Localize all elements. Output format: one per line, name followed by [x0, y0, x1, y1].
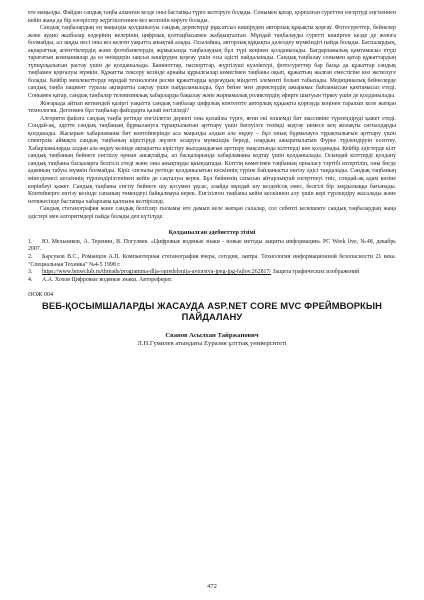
author-name: Сванов Асылхан Тайржанович: [165, 331, 259, 339]
author-affiliation: Л.Н.Гумилев атындағы Еуразия ұлттық университеті: [137, 340, 287, 348]
page-content: [28, 10, 396, 348]
reference-item: [28, 239, 396, 254]
body-paragraph: Сандық таңбалардың ең маңызды қолданылуы сандық деректерді рұқсатсыз көшіруден авторлық құқықты қорғау. Фотосуреттер, бейнелер және аудио жазбалар өздерінің иелерінің цифрлық қолтаңбасымен жабдықталған. Мұндай таңбалауды суретті көшірген кезде де жоюға болмайды, ал заңды иесі оны кез келген уақытта анықтай алады. Осылайша, авторлық құқықты дәлелдеу мүмкіндігі пайда болады. Баспалардың, ақпараттық агенттіктердің және фотобанктердің жұмысында таңбалаудың бұл түрі кеңінен қолданылады. Бағдарламалық қамтамасыз етуді тарататын компаниялар да өз өнімдерін заңсыз көшіруден қорғау үшін осы әдісті пайдаланады. Сандық таңбалау сонымен қатар құжаттардың түпнұсқалығын растау үшін де қолданылады. Банкноттар, паспорттар, жүргізуші куәліктері, фотосуреттер бар басқа да құжаттар сандық таңбамен қорғалуы мүмкін. Құжатты тексеру кезінде арнайы құрылғылар көмегімен таңбаны оқып, құжаттың жалған еместігіне көз жеткізуге болады. Кейбір мемлекеттерде мұндай технология ресми құжаттарды қорғаудың міндетті элементі болып табылады. Медициналық бейнелерде сандық таңба пациент туралы ақпаратты сақтау үшін пайдаланылады, бұл бейне мен деректердің ажырамас байланысын қамтамасыз етеді. Сонымен қатар, сандық таңбалар телевизиялық хабарларды бақылау және жарнамалық роликтердің эфирге шығуын тіркеу үшін де қолданылады.: [28, 25, 396, 100]
reference-number: 3.: [28, 269, 33, 276]
reference-text: Барсуков В.С., Романцов А.П. Компьютерная стеганография вчера, сегодня, завтра. Технологии информационной безопасности 21 века. "Специальная Техника" №4-5 1998 г.: [28, 253, 396, 268]
reference-number: 2.: [28, 253, 33, 260]
references-heading: Қолданылған әдебиеттер тізімі: [168, 229, 256, 237]
reference-number: 1.: [28, 238, 33, 245]
article-title-line-1: ВЕБ-ҚОСЫМШАЛАРДЫ ЖАСАУДА ASP.NET CORE MVC ФРЕЙМВОРКЫН: [41, 299, 383, 311]
reference-text: Ю. Мельников, А. Теренин, В. Погуляев. «Цифровые водяные знаки - новые методы защиты информации» PC Week live, №48, декабрь 2007.: [28, 238, 396, 253]
article-title-line-2: ПАЙДАЛАНУ: [181, 310, 243, 322]
reference-item: [28, 269, 396, 277]
body-paragraph: ете маңызды. Файдан сандық таңба алынған кезде оны бастапқы түрге келтіруге болады. Сонымен қатар, қорғалған суреттен өзгертуді еңгізеннен кейін жаңа да бір өзгерістер жүргізілгеннен кез келгенін көруге болады.: [28, 10, 396, 24]
page-number: 472: [207, 583, 217, 590]
reference-item: [28, 254, 396, 269]
body-text: [28, 10, 396, 221]
article-title: [28, 300, 396, 322]
udc-code: ӘОЖ 004: [28, 291, 54, 299]
body-paragraph: Сандық стеганография және сандық белгілер ғылымы өте дамып келе жатқан салалар, сол себепті келешекте сандық таңбалардың жаңа әдістері мен алгоритмдері пайда болады деп күтілуде.: [28, 206, 396, 220]
body-paragraph: Жоғарыда айтып кеткендей қазіргі уақытта сандық таңбалар цифрлық контентте авторлық құқықты қорғауда кеңінен таралып келе жатқан технология. Дегенмен бұл таңбалар файлдарға қалай енгізіледі?: [28, 100, 396, 115]
body-paragraph: Алгоритм файлға сандық таңба ретінде енгізілетін деректі оны қолайлы түрге, яғни екі өлшемді бит массивіне түрлендіруді қажет етеді. Сондай-ақ, әдетте сандық таңбаның бұрмалануға тұрақтылығын арттыру үшін бөгеуілге төзімді кодтау немесе кең жолақты сигналдарды қолданады. Жасырын хабарламаны бит контейнерінде аса маңызды алдын ала өңдеу – бұл оның бұрмалауға тұрақтылығын арттыру үшін спектрлік аймақта сандық таңбаның кірістіруді жүзеге асыруға мүмкіндік береді, олардың ажыратылатын Фурье түрлендіруін есептеу. Хабарламаларды алдын ала өңдеу кезінде ақпаратты кірістіру жылдамдығын арттыру мақсатында кілттерді көп қолданады. Кейбір әдістерде кілт сандық таңбаның бейнеге енгізілу орнын анықтайды, ал басқаларында хабарламаны кодтау үшін қолданылады. Осындай кілттерді қолдану сандық таңбаны басқаларға белгісіз етеді және оны анықтауды қиындатады. Кілттің көмегімен таңбаның орналасу тәртібі өзгертіліп, оны бөгде адамның табуы мүмкін болмайды. Кіріс сигналы ретінде қолданылатын кескіннің түріне байланысты енгізу әдісі таңдалады. Сандық таңбаның мінездемесі кескіннің түрлендірілгенінен кейін де сақталуы керек. Бұл бейненің сапасын айтарлықтай өзгертпеуі тиіс, сондай-ақ адам көзіне көрінбеуі қажет. Сандық таңбаны енгізу бейнеге шу қосумен ұқсас, алайда мұндай шу кездейсоқ емес, белгілі бір заңдылыққа бағынады. Контейнерге енгізу кезінде сапаның төмендеуі байқалмауы керек. Енгізілген таңбаны кейін кескіннен алу үшін кері түрлендіру жасалады және нәтижесінде бастапқы хабарлама қалпына келтіріледі.: [28, 115, 396, 205]
reference-text: А.А. Хохов Цифровые водяные знаки. Автореферат.: [42, 276, 173, 283]
reference-item: [28, 277, 396, 285]
reference-text: Защита графических изображений: [272, 269, 360, 276]
reference-link[interactable]: https://www.bmwclub.ru/threads/programma-dlja-opredelenija-avtorstva-jpeg-jpg-fajlov.262817/: [42, 269, 272, 276]
references-list: [28, 239, 396, 284]
reference-number: 4.: [28, 276, 33, 283]
